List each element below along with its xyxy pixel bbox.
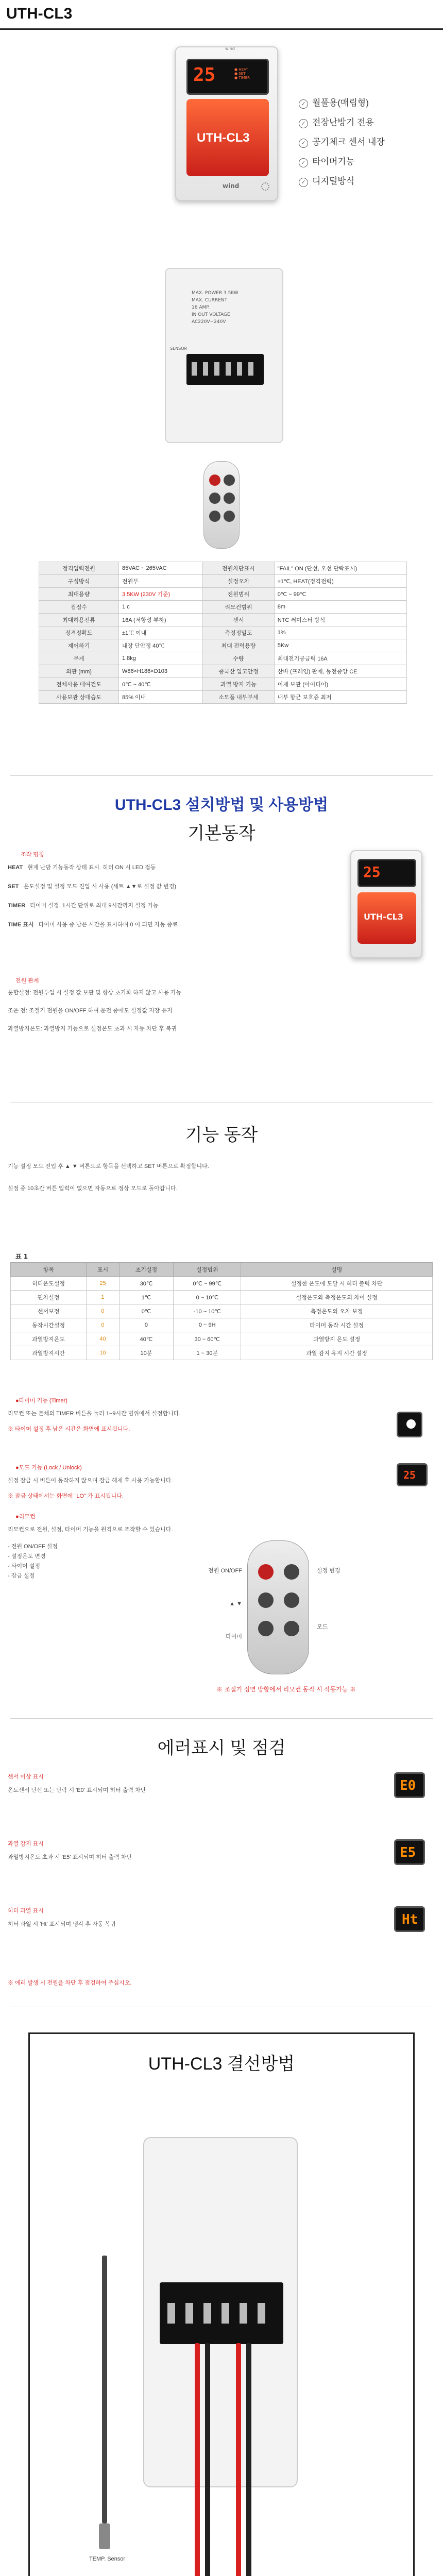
error-title: 에러표시 및 점검 bbox=[157, 1738, 286, 1758]
out-wire-black bbox=[205, 2343, 210, 2576]
spec-row bbox=[39, 562, 407, 575]
remote-mode-button[interactable] bbox=[284, 1621, 299, 1636]
spec-cell: 85% 이내 bbox=[118, 691, 202, 704]
spec-cell: 전원부 bbox=[118, 575, 202, 588]
func-row bbox=[11, 1346, 433, 1360]
spec-cell: 접점수 bbox=[39, 601, 119, 614]
func-cell: 0℃ bbox=[119, 1304, 173, 1318]
product-back-device bbox=[165, 268, 283, 443]
spec-cell: 전원차단표시 bbox=[203, 562, 275, 575]
spec-cell: 사용보관 상대습도 bbox=[39, 691, 119, 704]
set-button[interactable] bbox=[224, 474, 235, 486]
basic-display bbox=[357, 859, 416, 887]
spec-cell: 소모품 내부부세 bbox=[203, 691, 275, 704]
func-cell: 0 ~ 9H bbox=[174, 1318, 241, 1332]
basic-readout: 25 bbox=[363, 863, 381, 880]
func-cell: 0 ~ 10℃ bbox=[174, 1291, 241, 1304]
spec-cell: 최대 전력용량 bbox=[203, 639, 275, 652]
feature-item: ✓ 공기체크 센서 내장 bbox=[299, 134, 385, 148]
func-row bbox=[11, 1332, 433, 1346]
func-cell: 설정온도와 측정온도의 차이 설정 bbox=[241, 1291, 433, 1304]
spec-cell: 중국산 입고안정 bbox=[203, 665, 275, 678]
spec-row bbox=[39, 665, 407, 678]
spec-cell: 전원범위 bbox=[203, 588, 275, 601]
func-cell: 센서보정 bbox=[11, 1304, 87, 1318]
remote-title: ●리모컨 bbox=[15, 1514, 36, 1520]
error-item: 센서 이상 표시 온도센서 단선 또는 단락 시 'E0' 표시되며 히터 출력 차단 E0 bbox=[8, 1772, 430, 1839]
spec-cell: 최대전기공급력 16A bbox=[274, 652, 406, 665]
basic-title: 기본동작 bbox=[188, 824, 255, 843]
out-wire-red bbox=[195, 2343, 200, 2576]
func-cell: 0℃ ~ 99℃ bbox=[174, 1277, 241, 1291]
remote-control bbox=[203, 461, 240, 549]
func-cell: 0 bbox=[87, 1304, 120, 1318]
sensor-label: SENSOR bbox=[170, 346, 188, 351]
func-cell: 10분 bbox=[119, 1346, 173, 1360]
spec-row bbox=[39, 652, 407, 665]
error-item: 히터 과열 표시 히터 과열 시 'Ht' 표시되며 냉각 후 자동 복귀 Ht bbox=[8, 1906, 430, 1973]
table-label: 표 1 bbox=[15, 1253, 28, 1260]
spec-cell: 이제 보관 (아이디어) bbox=[274, 678, 406, 691]
divider bbox=[10, 775, 433, 776]
func-row bbox=[11, 1304, 433, 1318]
spec-row bbox=[39, 626, 407, 639]
install-title: UTH-CL3 설치방법 및 사용방법 bbox=[114, 796, 329, 814]
func-cell: 히터온도설정 bbox=[11, 1277, 87, 1291]
func-cell: 0 bbox=[87, 1318, 120, 1332]
in-wire-red bbox=[236, 2343, 241, 2576]
func-row bbox=[11, 1318, 433, 1332]
check-icon: ✓ bbox=[299, 119, 308, 128]
front-panel bbox=[186, 99, 269, 176]
spec-cell: 정격정확도 bbox=[39, 626, 119, 639]
func-cell: 과열방지시간 bbox=[11, 1346, 87, 1360]
remote-note: ※ 조절기 정면 방향에서 리모컨 동작 시 작동가능 ※ bbox=[216, 1686, 356, 1693]
func-cell: 10 bbox=[87, 1346, 120, 1360]
func-cell: 30℃ bbox=[119, 1277, 173, 1291]
func-row bbox=[11, 1277, 433, 1291]
check-icon: ✓ bbox=[299, 158, 308, 167]
spec-cell: 구성방식 bbox=[39, 575, 119, 588]
up-button[interactable] bbox=[209, 493, 220, 504]
spec-row bbox=[39, 639, 407, 652]
check-icon: ✓ bbox=[299, 139, 308, 148]
func-cell: 편차설정 bbox=[11, 1291, 87, 1304]
func-cell: 과열방지온도 bbox=[11, 1332, 87, 1346]
remote-label-left: 전원 ON/OFF ▲ ▼ 타이머 bbox=[208, 1568, 242, 1640]
spec-cell: 최대허용전류 bbox=[39, 614, 119, 626]
func-cell: 1℃ bbox=[119, 1291, 173, 1304]
func-table: 항목 표시 초기설정 설정범위 설명 히터온도설정 25 30℃ 0℃ ~ 99℃ 설정한 온도에 도달 시 히터 출력 차단 편차설정 1 1℃ 0 ~ 10℃ 설정온도와 측정온도의 차이 설정 센서보정 0 0℃ -10 ~ 10℃ 측정온도의 오차 보정 동작시간설정 0 0 0 ~ 9H 타이머 동작 시간 설정 과열방지온도 40 40℃ 30 ~ 60℃ 과열방지 온도 설정 과열방지시간 10 10분 1 ~ 30분 과열 감지 유지 시간 설정 bbox=[10, 1262, 433, 1360]
power-note-title: 전원 관계 bbox=[15, 978, 39, 984]
check-icon: ✓ bbox=[299, 178, 308, 187]
spec-cell: 0℃ ~ 40℃ bbox=[118, 678, 202, 691]
spec-row bbox=[39, 691, 407, 704]
spec-cell: NTC 써미스터 방식 bbox=[274, 614, 406, 626]
product-front-device bbox=[175, 46, 278, 201]
spec-cell: 산바 (프레임) 판매, 동전중앙 CE bbox=[274, 665, 406, 678]
mode-text: 설정 잠금 시 버튼이 동작하지 않으며 잠금 해제 후 사용 가능합니다. bbox=[8, 1478, 173, 1484]
mode-warning: ※ 잠금 상태에서는 화면에 "LO" 가 표시됩니다. bbox=[8, 1493, 124, 1499]
spec-row bbox=[39, 678, 407, 691]
func-cell: 1 ~ 30분 bbox=[174, 1346, 241, 1360]
temperature-readout: 25 bbox=[193, 64, 216, 86]
basic-subtitle: 조작 명칭 bbox=[21, 852, 44, 858]
spec-cell: 16A (저항성 부하) bbox=[118, 614, 202, 626]
model-label: UTH-CL3 bbox=[197, 131, 250, 145]
func-cell: 과열 감지 유지 시간 설정 bbox=[241, 1346, 433, 1360]
remote-text: 리모컨으로 전원, 설정, 타이머 기능을 원격으로 조작할 수 있습니다. - 전원 ON/OFF 설정 - 설정온도 변경 - 타이머 설정 - 잠금 설정 bbox=[8, 1527, 173, 1579]
spec-cell: 설정오차 bbox=[203, 575, 275, 588]
spec-cell: ±1℃ 이내 bbox=[118, 626, 202, 639]
timer-icon-display bbox=[397, 1412, 422, 1437]
timer-button[interactable] bbox=[209, 511, 220, 522]
func-cell: 동작시간설정 bbox=[11, 1318, 87, 1332]
func-intro: 기능 설정 모드 진입 후 ▲ ▼ 버튼으로 항목을 선택하고 SET 버튼으로 확정합니다. 설정 중 10초간 버튼 입력이 없으면 자동으로 정상 모드로 돌아갑니다. bbox=[8, 1163, 209, 1192]
lock-icon-display: 25 bbox=[397, 1463, 428, 1486]
error-list bbox=[8, 1772, 430, 1973]
spec-cell: 수량 bbox=[203, 652, 275, 665]
error-display: E5 bbox=[394, 1839, 425, 1865]
spec-cell: ±1℃, HEAT(정격전력) bbox=[274, 575, 406, 588]
spec-cell: 제어하기 bbox=[39, 639, 119, 652]
sensor-wire bbox=[102, 2256, 107, 2523]
spec-row bbox=[39, 575, 407, 588]
spec-row bbox=[39, 601, 407, 614]
spec-cell: 리모컨범위 bbox=[203, 601, 275, 614]
power-button[interactable] bbox=[209, 474, 220, 486]
display-screen bbox=[186, 59, 269, 95]
spec-cell: 5Kw bbox=[274, 639, 406, 652]
error-item: 과열 감지 표시 과열방지온도 초과 시 'E5' 표시되며 히터 출력 차단 E5 bbox=[8, 1839, 430, 1906]
remote-timer-button[interactable] bbox=[258, 1621, 274, 1636]
spec-cell: 측정정밀도 bbox=[203, 626, 275, 639]
func-row bbox=[11, 1291, 433, 1304]
brand-logo: wind bbox=[225, 46, 235, 51]
spec-row bbox=[39, 588, 407, 601]
func-cell: 40℃ bbox=[119, 1332, 173, 1346]
func-cell: 타이머 동작 시간 설정 bbox=[241, 1318, 433, 1332]
in-wire-black bbox=[246, 2343, 251, 2576]
wiring-section bbox=[28, 2032, 415, 2576]
feature-item: ✓ 전장난방기 전용 bbox=[299, 115, 385, 128]
spec-cell: 1.8kg bbox=[118, 652, 202, 665]
spec-row bbox=[39, 614, 407, 626]
error-display: Ht bbox=[394, 1906, 425, 1932]
header bbox=[0, 0, 443, 30]
brand-mark: wind bbox=[223, 182, 240, 190]
page-title: UTH-CL3 bbox=[6, 5, 73, 22]
error-display: E0 bbox=[394, 1772, 425, 1798]
timer-warning: ※ 타이머 설정 후 남은 시간은 화면에 표시됩니다. bbox=[8, 1426, 130, 1432]
remote-diagram bbox=[247, 1540, 309, 1674]
spec-cell: "FAIL" ON (단선, 오선 단락표시) bbox=[274, 562, 406, 575]
divider bbox=[10, 1718, 433, 1719]
spec-cell: 외관 (mm) bbox=[39, 665, 119, 678]
remote-label-right: 설정 변경 모드 bbox=[317, 1568, 340, 1630]
wiring-terminal bbox=[160, 2282, 283, 2344]
func-cell: 설정한 온도에 도달 시 히터 출력 차단 bbox=[241, 1277, 433, 1291]
mode-button[interactable] bbox=[224, 511, 235, 522]
basic-front bbox=[357, 892, 416, 944]
timer-title: ●타이머 기능 (Timer) bbox=[15, 1398, 67, 1404]
terminal-block bbox=[186, 354, 264, 385]
spec-cell: 0℃ ~ 99℃ bbox=[274, 588, 406, 601]
func-cell: 0 bbox=[119, 1318, 173, 1332]
spec-cell: 1 c bbox=[118, 601, 202, 614]
check-icon: ✓ bbox=[299, 99, 308, 109]
feature-item: ✓ 월풀용(매립형) bbox=[299, 95, 385, 109]
spec-cell: 최대용량 bbox=[39, 588, 119, 601]
func-cell: 40 bbox=[87, 1332, 120, 1346]
timer-text: 리모컨 또는 본체의 TIMER 버튼을 눌러 1~9시간 범위에서 설정합니다. bbox=[8, 1411, 181, 1417]
func-cell: 25 bbox=[87, 1277, 120, 1291]
spec-cell: 8m bbox=[274, 601, 406, 614]
power-notes: 통합설정: 전원투입 시 설정 값 보관 및 항상 초기화 하지 않고 사용 가능 조온 전: 조절기 전원을 ON/OFF 하여 운전 중에도 설정값 저장 유지 과열방지온도: 과열방지 기능으로 설정온도 초과 시 자동 차단 후 복귀 bbox=[8, 990, 182, 1032]
spec-cell: 전체사용 대여건도 bbox=[39, 678, 119, 691]
remote-down-button[interactable] bbox=[284, 1592, 299, 1608]
func-cell: 측정온도의 오차 보정 bbox=[241, 1304, 433, 1318]
basic-items: HEAT 현재 난방 기능동작 상태 표시. 히터 ON 시 LED 점등 SET 온도설정 및 설정 모드 진입 시 사용 (세트 ▲▼로 설정 값 변경) TIMER 타이머 설정. 1시간 단위로 최대 9시간까지 설정 가능 TIME 표시 타이머 사용 중 남은 시간을 표시하며 0 이 되면 자동 종료 bbox=[8, 865, 178, 928]
remote-up-button[interactable] bbox=[258, 1592, 274, 1608]
back-label-area: MAX. POWER 3.5KW MAX. CURRENT 16 AMP. IN OUT VOLTAGE AC220V~240V bbox=[192, 291, 238, 325]
spec-cell: W86×H186×D103 bbox=[118, 665, 202, 678]
status-leds: ● HEAT ● SET ● TIMER bbox=[234, 67, 250, 80]
spec-cell: 과열 방지 기능 bbox=[203, 678, 275, 691]
spec-cell: 1% bbox=[274, 626, 406, 639]
basic-model-label: UTH-CL3 bbox=[364, 912, 404, 922]
func-cell: 1 bbox=[87, 1291, 120, 1304]
down-button[interactable] bbox=[224, 493, 235, 504]
feature-list bbox=[299, 95, 385, 193]
wiring-device bbox=[143, 2137, 298, 2487]
spec-cell: 정격입력전원 bbox=[39, 562, 119, 575]
remote-power-button[interactable] bbox=[258, 1564, 274, 1580]
spec-cell: 내부 항균 보호증 최저 bbox=[274, 691, 406, 704]
sensor-probe bbox=[99, 2523, 110, 2549]
func-cell: 과열방지 온도 설정 bbox=[241, 1332, 433, 1346]
spec-cell: 무게 bbox=[39, 652, 119, 665]
func-cell: -10 ~ 10℃ bbox=[174, 1304, 241, 1318]
spec-cell: 내장 단안정 40℃ bbox=[118, 639, 202, 652]
mode-title: ●모드 기능 (Lock / Unlock) bbox=[15, 1465, 82, 1471]
wiring-title: UTH-CL3 결선방법 bbox=[148, 2054, 295, 2074]
remote-set-button[interactable] bbox=[284, 1564, 299, 1580]
spec-cell: 센서 bbox=[203, 614, 275, 626]
sensor-label: TEMP. Sensor bbox=[89, 2556, 126, 2562]
error-footer-note: ※ 에러 발생 시 전원을 차단 후 점검하여 주십시오. bbox=[8, 1980, 132, 1986]
feature-item: ✓ 디지털방식 bbox=[299, 174, 385, 187]
spec-cell: 85VAC ~ 265VAC bbox=[118, 562, 202, 575]
basic-device bbox=[350, 850, 422, 958]
feature-item: ✓ 타이머기능 bbox=[299, 154, 385, 167]
func-title: 기능 동작 bbox=[185, 1125, 258, 1145]
spec-cell: 3.5KW (230V 기준) bbox=[118, 588, 202, 601]
spec-table bbox=[39, 562, 407, 704]
speaker-grill bbox=[261, 182, 269, 191]
func-cell: 30 ~ 60℃ bbox=[174, 1332, 241, 1346]
